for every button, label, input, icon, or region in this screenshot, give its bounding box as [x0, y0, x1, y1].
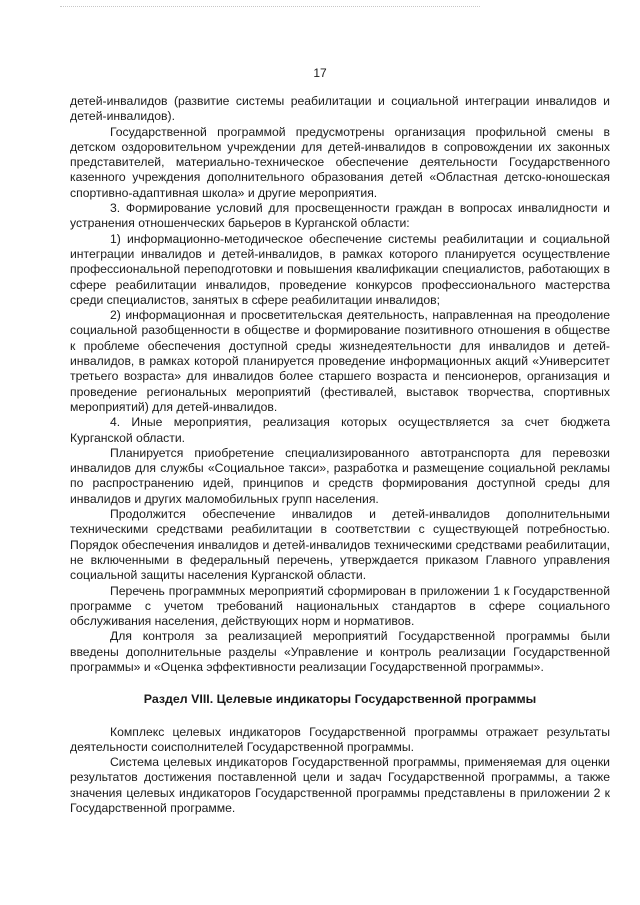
list-item: 2) информационная и просветительская деятельность, направленная на преодоление социальной разобщенности в обществе и формирование позитивного отношения в обществе к проблеме обеспечения доступной среды жизнедеятельности для инвалидов и детей-инвалидов, в рамках которой планируется проведение информационных акций «Университет третьего возраста» для инвалидов более старшего возраста и пенсионеров, организация и проведение региональных мероприятий (фестивалей, выставок творчества, спортивных мероприятий) для детей-инвалидов.: [70, 308, 610, 414]
section-title: Раздел VIII. Целевые индикаторы Государственной программы: [143, 692, 537, 707]
scan-artifact-line: [60, 6, 480, 8]
paragraph: Перечень программных мероприятий сформирован в приложении 1 к Государственной программе с учетом требований национальных стандартов в сфере социального обслуживания населения, действующих норм и нормативов.: [70, 583, 610, 629]
paragraph: 3. Формирование условий для просвещенности граждан в вопросах инвалидности и устранения отношенческих барьеров в Курганской области:: [70, 201, 610, 231]
paragraph: Планируется приобретение специализированного автотранспорта для перевозки инвалидов для службы «Социальное такси», разработка и размещение социальной рекламы по распространению идей, принципов и средств формирования доступной среды для инвалидов и других маломобильных групп населения.: [70, 445, 610, 506]
paragraph: Комплекс целевых индикаторов Государственной программы отражает результаты деятельности соисполнителей Государственной программы.: [70, 724, 610, 754]
paragraph-continuation: детей-инвалидов (развитие системы реабилитации и социальной интеграции инвалидов и детей-инвалидов).: [70, 94, 610, 124]
paragraph: Продолжится обеспечение инвалидов и детей-инвалидов дополнительными техническими средствами реабилитации в соответствии с существующей потребностью. Порядок обеспечения инвалидов и детей-инвалидов техническими средствами реабилитации, не включенными в федеральный перечень, утверждается приказом Главного управления социальной защиты населения Курганской области.: [70, 507, 610, 583]
paragraph: Система целевых индикаторов Государственной программы, применяемая для оценки результатов достижения поставленной цели и задач Государственной программы, а также значения целевых индикаторов Государственной программы представлены в приложении 2 к Государственной программе.: [70, 755, 610, 816]
paragraph: Государственной программой предусмотрены организация профильной смены в детском оздоровительном учреждении для детей-инвалидов в сопровождении их законных представителей, материально-техническое обеспечение деятельности Государственного казенного учреждения дополнительного образования детей «Областная детско-юношеская спортивно-адаптивная школа» и другие мероприятия.: [70, 124, 610, 200]
list-item: 1) информационно-методическое обеспечение системы реабилитации и социальной интеграции инвалидов и детей-инвалидов, в рамках которого планируется осуществление профессиональной переподготовки и повышения квалификации специалистов, работающих в сфере реабилитации инвалидов, проведение конкурсов профессионального мастерства среди специалистов, занятых в сфере реабилитации инвалидов;: [70, 231, 610, 307]
paragraph: Для контроля за реализацией мероприятий Государственной программы были введены дополнительные разделы «Управление и контроль реализации Государственной программы» и «Оценка эффективности реализации Государственной программы».: [70, 629, 610, 674]
page-number: 17: [313, 66, 327, 80]
page-content: [70, 94, 610, 816]
paragraph: 4. Иные мероприятия, реализация которых осуществляется за счет бюджета Курганской области.: [70, 415, 610, 445]
